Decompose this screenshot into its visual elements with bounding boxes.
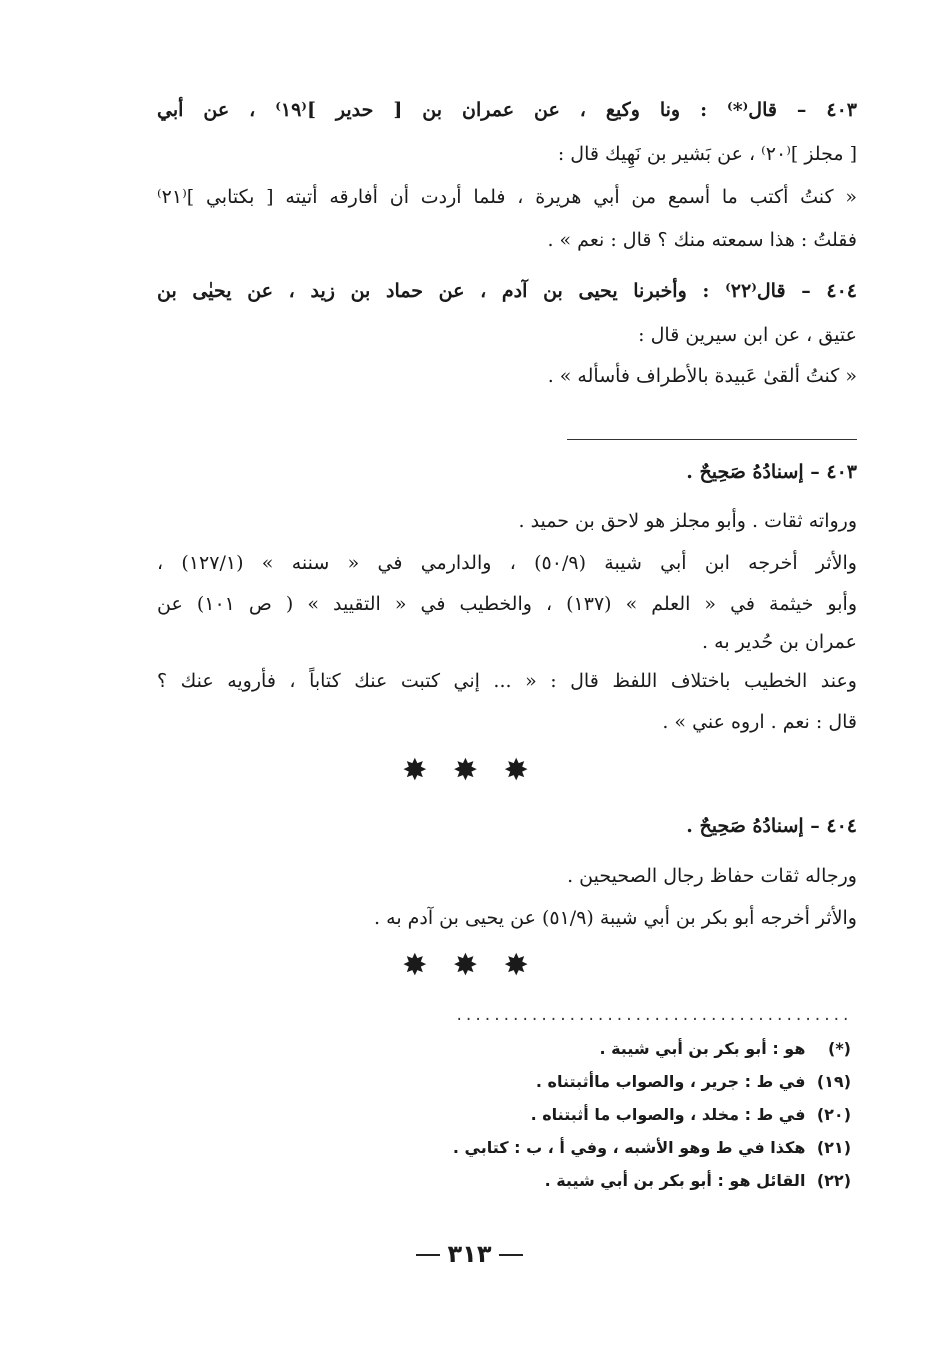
commentary-403-line-1: ورواته ثقات . وأبو مجلز هو لاحق بن حميد . — [518, 510, 857, 532]
footnote-number: (*) — [828, 1039, 851, 1058]
footnote-item — [251, 1102, 851, 1128]
footnote-item — [251, 1069, 851, 1095]
footnote-number: (١٩) — [816, 1072, 851, 1091]
footnote-separator: .......................................... — [454, 1008, 851, 1024]
commentary-403-line-6: قال : نعم . اروه عني » . — [662, 711, 857, 733]
footnote-text: هكذا في ط وهو الأشبه ، وفي أ ، ب : كتابي . — [452, 1138, 806, 1157]
narration-404-line-2: عتيق ، عن ابن سيرين قال : — [638, 324, 857, 346]
footnote-number: (٢٢) — [816, 1171, 851, 1190]
page-number-dash — [416, 1254, 440, 1256]
commentary-403-heading: ٤٠٣ – إسنادُهُ صَحِيحٌ . — [686, 461, 857, 483]
narration-403-quote-line-2: فقلتُ : هذا سمعته منك ؟ قال : نعم » . — [547, 229, 857, 251]
section-divider — [567, 439, 857, 440]
commentary-403-line-5: وعند الخطيب باختلاف اللفظ قال : « ... إني كتبت عنك كتاباً ، فأرويه عنك ؟ — [157, 670, 857, 692]
star-separator-2: ✸ ✸ ✸ — [402, 948, 537, 983]
commentary-404-heading: ٤٠٤ – إسنادُهُ صَحِيحٌ . — [686, 815, 857, 837]
narration-404-line-1: ٤٠٤ – قال⁽٢٢⁾ : وأخبرنا يحيى بن آدم ، عن حماد بن زيد ، عن يحيٰى بن — [157, 280, 857, 302]
commentary-403-line-3: وأبو خيثمة في « العلم » (١٣٧) ، والخطيب في « التقييد » ( ص ١٠١) عن — [157, 593, 857, 615]
footnote-item — [251, 1036, 851, 1062]
commentary-404-line-1: ورجاله ثقات حفاظ رجال الصحيحين . — [567, 865, 857, 887]
page-number-value: ٣١٣ — [447, 1240, 492, 1268]
footnote-item — [251, 1168, 851, 1194]
narration-403-line-1: ٤٠٣ – قال⁽*⁾ : ونا وكيع ، عن عمران بن [ حدير ]⁽١٩⁾ ، عن أبي — [157, 99, 857, 121]
footnote-item — [251, 1135, 851, 1161]
commentary-403-line-4: عمران بن حُدير به . — [702, 631, 857, 653]
footnote-text: هو : أبو بكر بن أبي شيبة . — [599, 1039, 806, 1058]
commentary-404-line-2: والأثر أخرجه أبو بكر بن أبي شيبة (٥١/٩) عن يحيى بن آدم به . — [374, 907, 857, 929]
narration-404-quote: « كنتُ ألقىٰ عَبيدة بالأطراف فأسأله » . — [547, 365, 857, 387]
footnote-number: (٢٠) — [816, 1105, 851, 1124]
footnote-text: في ط : مخلد ، والصواب ما أثبتناه . — [530, 1105, 806, 1124]
page-number-dash — [499, 1254, 523, 1256]
footnote-text: في ط : جرير ، والصواب ماأثبتناه . — [535, 1072, 806, 1091]
star-separator-1: ✸ ✸ ✸ — [402, 753, 537, 788]
commentary-403-line-2: والأثر أخرجه ابن أبي شيبة (٥٠/٩) ، والدارمي في « سننه » (١٢٧/١) ، — [157, 552, 857, 574]
footnote-number: (٢١) — [816, 1138, 851, 1157]
narration-403-quote-line-1: « كنتُ أكتب ما أسمع من أبي هريرة ، فلما أردت أن أفارقه أتيته [ بكتابي ]⁽٢١⁾ — [157, 186, 857, 208]
footnote-text: القائل هو : أبو بكر بن أبي شيبة . — [544, 1171, 806, 1190]
narration-403-line-2: [ مجلز ]⁽٢٠⁾ ، عن بَشير بن نَهِيك قال : — [557, 143, 857, 165]
page-number — [0, 1240, 939, 1268]
